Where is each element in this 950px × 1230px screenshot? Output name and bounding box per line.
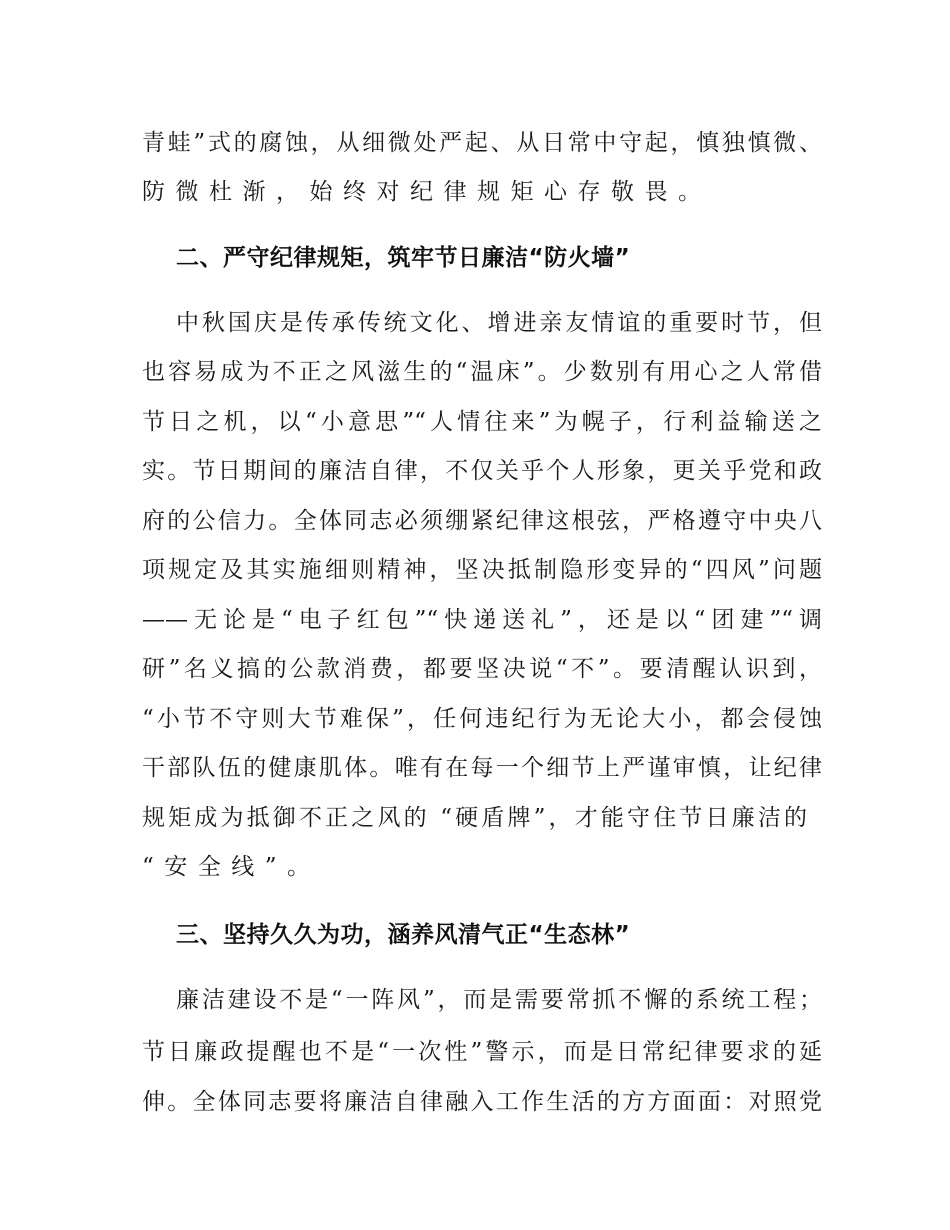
paragraph-line: 干部队伍的健康肌体。唯有在每一个细节上严谨审慎，让纪律 xyxy=(142,755,822,781)
paragraph-line: 项规定及其实施细则精神，坚决抵制隐形变异的“四风”问题 xyxy=(142,557,822,583)
paragraph-line: 廉洁建设不是“一阵风”，而是需要常抓不懈的系统工程； xyxy=(176,987,822,1013)
paragraph-line: 中秋国庆是传承传统文化、增进亲友情谊的重要时节，但 xyxy=(176,310,822,336)
paragraph-line: 研”名义搞的公款消费，都要坚决说“不”。要清醒认识到， xyxy=(142,656,822,682)
paragraph-line: 防微杜渐，始终对纪律规矩心存敬畏。 xyxy=(142,179,712,205)
paragraph-line: “小节不守则大节难保”，任何违纪行为无论大小，都会侵蚀 xyxy=(142,706,822,732)
paragraph-line: 节日廉政提醒也不是“一次性”警示，而是日常纪律要求的延 xyxy=(142,1039,822,1065)
paragraph-line: ——无论是“电子红包”“快递送礼”，还是以“团建”“调 xyxy=(142,607,822,633)
paragraph-line: 府的公信力。全体同志必须绷紧纪律这根弦，严格遵守中央八 xyxy=(142,508,822,534)
section-heading-2: 二、严守纪律规矩，筑牢节日廉洁“防火墙” xyxy=(176,245,631,271)
section-heading-3: 三、坚持久久为功，涵养风清气正“生态林” xyxy=(176,922,631,948)
paragraph-line: 节日之机，以“小意思”“人情往来”为幌子，行利益输送之 xyxy=(142,409,822,435)
paragraph-line: 实。节日期间的廉洁自律，不仅关乎个人形象，更关乎党和政 xyxy=(142,458,822,484)
paragraph-line: 青蛙”式的腐蚀，从细微处严起、从日常中守起，慎独慎微、 xyxy=(142,130,822,156)
paragraph-line: “安全线”。 xyxy=(142,854,321,880)
paragraph-line: 伸。全体同志要将廉洁自律融入工作生活的方方面面：对照党 xyxy=(142,1089,822,1115)
paragraph-line: 也容易成为不正之风滋生的“温床”。少数别有用心之人常借 xyxy=(142,359,822,385)
paragraph-line: 规矩成为抵御不正之风的 “硬盾牌”，才能守住节日廉洁的 xyxy=(142,805,807,831)
